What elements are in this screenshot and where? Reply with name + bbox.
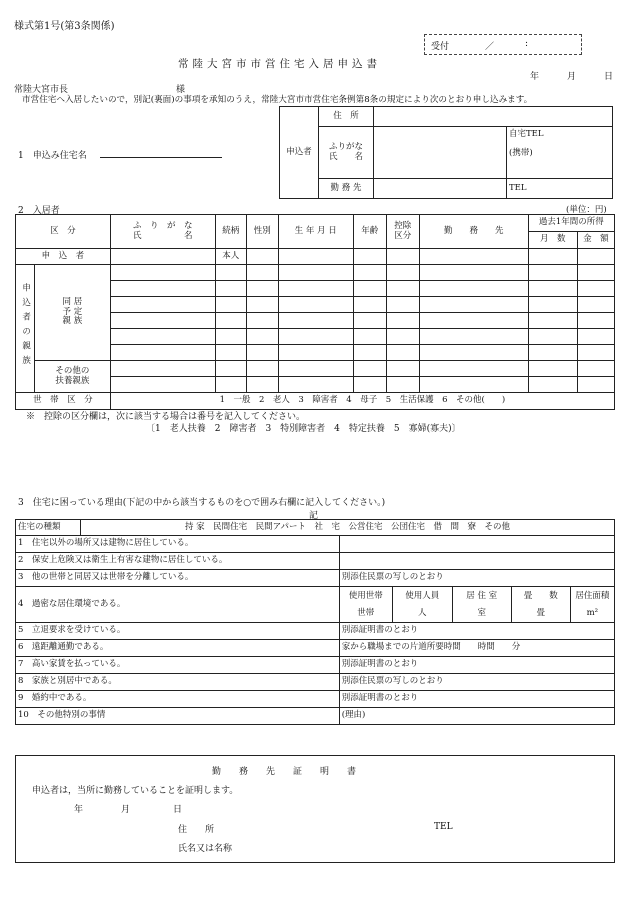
col-relation: 続柄 (215, 215, 246, 249)
cell-input[interactable] (215, 345, 246, 361)
cell-input[interactable] (110, 281, 215, 297)
other-2: 扶養親族 (55, 375, 90, 386)
cell-input[interactable] (215, 313, 246, 329)
cell-input[interactable] (419, 377, 528, 393)
cell-input[interactable] (528, 313, 577, 329)
cell-input[interactable] (528, 297, 577, 313)
reason-3[interactable]: 3 他の世帯と同居又は世帯を分離している。 (16, 570, 340, 587)
col-months: 月 数 (528, 232, 577, 249)
addressee-honorific: 様 (176, 85, 186, 95)
r4-area-cell[interactable] (570, 587, 614, 623)
cell-input[interactable] (577, 313, 614, 329)
page-title: 常陸大宮市市営住宅入居申込書 (178, 58, 381, 70)
r4-head-1: 使用人員 (405, 591, 440, 602)
reception-colon: : (525, 39, 529, 49)
cell-input[interactable] (278, 361, 353, 377)
cell-input[interactable] (246, 345, 278, 361)
r4-head-0: 使用世帯 (348, 591, 383, 602)
cell-input[interactable] (110, 345, 215, 361)
col-sex: 性別 (246, 215, 278, 249)
cell-input[interactable] (110, 329, 215, 345)
cell-input[interactable] (386, 329, 419, 345)
cell-input[interactable] (353, 297, 386, 313)
col-deduction: 控除 (394, 221, 412, 232)
deduction-options: 〔1 老人扶養 2 障害者 3 特別障害者 4 特定扶養 5 寡婦(寡夫)〕 (146, 424, 461, 434)
cell-input[interactable] (353, 281, 386, 297)
reasons-table (15, 519, 615, 725)
section2-label: 2 入居者 (18, 206, 60, 216)
col-deduction-2: 区分 (394, 230, 412, 241)
cohabit-3: 親 族 (62, 316, 83, 327)
deduction-note: ※ 控除の区分欄は，次に該当する場合は番号を記入してください。 (26, 412, 306, 422)
ki-mark: 記 (309, 511, 319, 521)
cell-input[interactable] (246, 329, 278, 345)
resident-table (15, 214, 615, 410)
cell-input[interactable] (278, 249, 353, 265)
reason-6[interactable]: 6 遠距離通勤である。 (16, 640, 340, 657)
reason-10[interactable]: 10 その他特別の事情 (16, 708, 340, 725)
employment-certificate (15, 755, 615, 863)
cell-input[interactable] (110, 297, 215, 313)
col-birth: 生 年 月 日 (278, 215, 353, 249)
cell-input[interactable] (246, 377, 278, 393)
cell-input[interactable] (353, 265, 386, 281)
relation-self: 本人 (215, 249, 246, 265)
other-1: その他の (55, 366, 90, 377)
certificate-year: 年 (74, 805, 84, 815)
r4-unit-2: 室 (477, 607, 486, 618)
cell-input[interactable] (577, 329, 614, 345)
household-label: 世 帯 区 分 (16, 393, 111, 410)
reason-5[interactable]: 5 立退要求を受けている。 (16, 623, 340, 640)
col-deduction-cell (386, 215, 419, 249)
col-age: 年齢 (353, 215, 386, 249)
cell-input[interactable] (528, 281, 577, 297)
r4-unit-4: m² (586, 607, 599, 618)
form-number: 様式第1号(第3条関係) (14, 21, 115, 32)
r4-head-3: 畳 数 (523, 591, 558, 602)
cell-input[interactable] (528, 329, 577, 345)
r4-households-cell[interactable] (339, 587, 392, 623)
cell-input[interactable] (278, 297, 353, 313)
cell-input[interactable] (110, 377, 215, 393)
certificate-name: 氏名又は名称 (178, 844, 233, 854)
cell-input[interactable] (215, 281, 246, 297)
cell-input[interactable] (528, 361, 577, 377)
col-furigana: ふ り が な (132, 221, 193, 232)
phone-cell[interactable] (507, 127, 613, 179)
addressee: 常陸大宮市長 (14, 85, 69, 95)
cell-input[interactable] (419, 313, 528, 329)
cell-input[interactable] (528, 265, 577, 281)
cell-input[interactable] (386, 361, 419, 377)
reason-6-detail[interactable]: 家から職場までの片道所要時間 時間 分 (339, 640, 614, 657)
house-types[interactable]: 持 家 民間住宅 民間アパート 社 宅 公営住宅 公団住宅 借 間 寮 その他 (81, 520, 615, 536)
reason-8[interactable]: 8 家族と別居中である。 (16, 674, 340, 691)
reason-8-detail[interactable]: 別添住民票の写しのとおり (339, 674, 614, 691)
relatives-side-label (16, 265, 35, 393)
cell-input[interactable] (528, 345, 577, 361)
cell-input[interactable] (419, 345, 528, 361)
cell-input[interactable] (246, 313, 278, 329)
cell-input[interactable] (419, 361, 528, 377)
cell-input[interactable] (110, 249, 215, 265)
cell-input[interactable] (577, 297, 614, 313)
certificate-month: 月 (121, 805, 131, 815)
r4-persons-cell[interactable] (392, 587, 452, 623)
reason-4[interactable]: 4 過密な居住環境である。 (16, 587, 340, 623)
date-month: 月 (567, 72, 577, 82)
reason-5-detail[interactable]: 別添証明書のとおり (339, 623, 614, 640)
reason-7-detail[interactable]: 別添証明書のとおり (339, 657, 614, 674)
relatives-side-text: 申込者の親族 (20, 283, 31, 371)
address-field[interactable] (374, 107, 613, 127)
r4-unit-1: 人 (417, 607, 427, 618)
cell-input[interactable] (419, 329, 528, 345)
cell-input[interactable] (278, 265, 353, 281)
name-field[interactable] (374, 127, 507, 179)
reception-label: 受付 (431, 42, 450, 52)
reason-3-detail[interactable]: 別添住民票の写しのとおり (339, 570, 614, 587)
cell-input[interactable] (215, 329, 246, 345)
r4-tatami-cell[interactable] (511, 587, 570, 623)
r4-unit-3: 畳 (536, 607, 545, 618)
r4-unit-0: 世帯 (357, 607, 375, 618)
col-amount: 金 額 (577, 232, 614, 249)
cell-input[interactable] (528, 377, 577, 393)
intro-text: 市営住宅へ入居したいので，別記(裏面)の事項を承知のうえ，常陸大宮市市営住宅条例第8条の規定により次のとおり申し込みます。 (22, 95, 533, 105)
date-day: 日 (604, 72, 614, 82)
date-year: 年 (530, 72, 540, 82)
section3-label: 3 住宅に困っている理由(下記の中から該当するものを○で囲み右欄に記入してください。) (18, 498, 386, 508)
house-type-label: 住宅の種類 (16, 520, 81, 536)
cell-input[interactable] (246, 297, 278, 313)
address-label: 住 所 (319, 107, 374, 127)
cohabit-label (35, 265, 111, 361)
cell-input[interactable] (215, 377, 246, 393)
name-label-cell (319, 127, 374, 179)
cell-input[interactable] (419, 249, 528, 265)
reason-1[interactable]: 1 住宅以外の場所又は建物に居住している。 (16, 536, 340, 553)
cell-input[interactable] (278, 345, 353, 361)
cell-input[interactable] (353, 313, 386, 329)
reason-7[interactable]: 7 高い家賃を払っている。 (16, 657, 340, 674)
unit-label: (単位：円) (566, 205, 607, 215)
cell-input[interactable] (386, 297, 419, 313)
r4-head-2: 居 住 室 (466, 591, 498, 602)
cell-input[interactable] (246, 249, 278, 265)
col-kubun: 区 分 (16, 215, 111, 249)
cell-input[interactable] (386, 377, 419, 393)
section1-label: 1 申込み住宅名 (18, 151, 87, 161)
cell-input[interactable] (353, 249, 386, 265)
cell-input[interactable] (419, 281, 528, 297)
certificate-address: 住 所 (178, 825, 215, 835)
cell-input[interactable] (386, 281, 419, 297)
cell-input[interactable] (386, 249, 419, 265)
house-name-field[interactable] (100, 157, 222, 158)
reason-2-detail[interactable] (339, 553, 614, 570)
col-income: 過去1年間の所得 (528, 215, 614, 232)
cohabit-1: 同 居 (62, 297, 83, 308)
cell-input[interactable] (215, 265, 246, 281)
cell-input[interactable] (419, 265, 528, 281)
row-applicant-label: 申 込 者 (16, 249, 111, 265)
certificate-title: 勤 務 先 証 明 書 (212, 767, 357, 777)
col-name: 氏 名 (132, 230, 193, 241)
applicant-label: 申込者 (280, 107, 319, 199)
cell-input[interactable] (278, 329, 353, 345)
cell-input[interactable] (577, 377, 614, 393)
cell-input[interactable] (278, 377, 353, 393)
workplace-tel-label: TEL (509, 182, 527, 193)
other-dependents-label (35, 361, 111, 393)
cell-input[interactable] (278, 313, 353, 329)
cell-input[interactable] (386, 265, 419, 281)
cell-input[interactable] (246, 281, 278, 297)
cell-input[interactable] (353, 361, 386, 377)
certificate-tel: TEL (434, 822, 453, 832)
cell-input[interactable] (278, 281, 353, 297)
reason-2[interactable]: 2 保安上危険又は衛生上有害な建物に居住している。 (16, 553, 340, 570)
col-work: 勤 務 先 (419, 215, 528, 249)
cell-input[interactable] (353, 377, 386, 393)
cell-input[interactable] (246, 361, 278, 377)
cohabit-2: 予 定 (62, 306, 83, 317)
cell-input[interactable] (386, 313, 419, 329)
applicant-table (279, 106, 613, 199)
reception-slash: ／ (485, 42, 495, 52)
cell-input[interactable] (577, 361, 614, 377)
reason-10-detail[interactable]: (理由) (339, 708, 614, 725)
household-options[interactable]: 1 一般 2 老人 3 障害者 4 母子 5 生活保護 6 その他( ) (110, 393, 614, 410)
cell-input[interactable] (577, 265, 614, 281)
cell-input[interactable] (386, 345, 419, 361)
reason-1-detail[interactable] (339, 536, 614, 553)
cell-input[interactable] (215, 361, 246, 377)
reception-box (424, 34, 582, 55)
cell-input[interactable] (528, 249, 577, 265)
mobile-label: (携帯) (509, 147, 533, 158)
cell-input[interactable] (577, 249, 614, 265)
workplace-field[interactable] (374, 179, 507, 199)
cell-input[interactable] (246, 265, 278, 281)
certificate-day: 日 (173, 805, 183, 815)
home-tel-label: 自宅TEL (509, 129, 544, 139)
workplace-tel-cell[interactable] (507, 179, 613, 199)
cell-input[interactable] (215, 297, 246, 313)
cell-input[interactable] (577, 345, 614, 361)
cell-input[interactable] (110, 361, 215, 377)
cell-input[interactable] (110, 265, 215, 281)
r4-rooms-cell[interactable] (452, 587, 511, 623)
cell-input[interactable] (577, 281, 614, 297)
cell-input[interactable] (419, 297, 528, 313)
cell-input[interactable] (110, 313, 215, 329)
furigana-label: ふりがな (328, 142, 363, 153)
reason-9[interactable]: 9 婚約中である。 (16, 691, 340, 708)
cell-input[interactable] (353, 329, 386, 345)
certificate-text: 申込者は，当所に勤務していることを証明します。 (32, 786, 239, 796)
name-label: 氏 名 (328, 151, 363, 162)
reason-9-detail[interactable]: 別添証明書のとおり (339, 691, 614, 708)
r4-head-4: 居住面積 (575, 591, 610, 602)
cell-input[interactable] (353, 345, 386, 361)
workplace-label: 勤 務 先 (319, 179, 374, 199)
col-name-cell (110, 215, 215, 249)
